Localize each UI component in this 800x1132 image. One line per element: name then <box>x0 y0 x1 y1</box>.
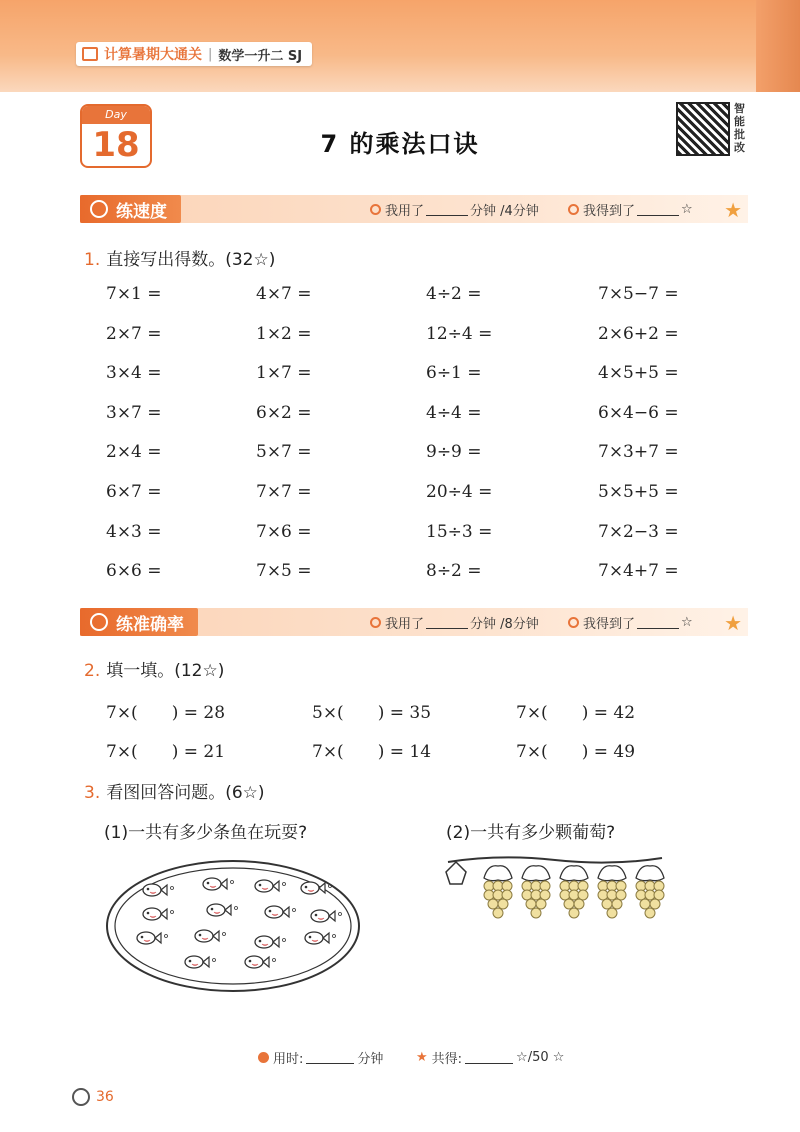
footer-time-label: 用时: <box>273 1052 304 1067</box>
grape-bunch <box>484 866 512 918</box>
section-name: 练准确率 <box>116 614 184 635</box>
arithmetic-item[interactable]: 4÷4 = <box>426 402 482 423</box>
time-prefix: 我用了 <box>385 617 425 632</box>
check-icon <box>568 204 579 215</box>
arithmetic-item[interactable]: 8÷2 = <box>426 561 482 582</box>
score-got <box>568 200 693 219</box>
star-icon: ★ <box>724 611 742 635</box>
time-suffix: 分钟 /8分钟 <box>470 617 539 632</box>
section-pill-accuracy <box>80 608 198 636</box>
header-tab <box>76 42 312 66</box>
question-3-title <box>84 778 265 803</box>
grape-vine <box>448 857 662 862</box>
arithmetic-item[interactable]: 6×6 = <box>106 561 162 582</box>
page-edge-strip <box>756 0 800 92</box>
star-icon: ★ <box>416 1050 428 1065</box>
clock-icon <box>370 617 381 628</box>
arithmetic-item[interactable]: 7×5 = <box>256 561 312 582</box>
grapes-illustration <box>440 852 670 932</box>
grape-bunch <box>560 866 588 918</box>
time-blank[interactable] <box>426 203 468 216</box>
sun-icon <box>72 1088 90 1106</box>
arithmetic-item[interactable]: 6×4−6 = <box>598 402 679 423</box>
arithmetic-item[interactable]: 5×5+5 = <box>598 482 679 502</box>
page-number <box>72 1088 114 1106</box>
footer-time-blank[interactable] <box>306 1051 354 1064</box>
fish-pond-illustration <box>104 858 362 994</box>
question-number: 3. <box>84 783 101 803</box>
arithmetic-item[interactable]: 15÷3 = <box>426 521 493 542</box>
grape-bunch <box>522 866 550 918</box>
time-suffix: 分钟 /4分钟 <box>470 204 539 219</box>
series-title: 计算暑期大通关 <box>104 47 202 63</box>
star-icon: ★ <box>724 198 742 222</box>
fill-item[interactable]: 7×( ) = 21 <box>106 742 226 762</box>
fill-item[interactable]: 7×( ) = 42 <box>516 703 636 723</box>
section-name: 练速度 <box>116 201 167 222</box>
fill-item[interactable]: 7×( ) = 49 <box>516 742 636 762</box>
fill-item[interactable]: 7×( ) = 14 <box>312 742 432 762</box>
score-suffix: ☆ <box>681 615 693 630</box>
arithmetic-item[interactable]: 7×2−3 = <box>598 521 679 542</box>
section-bar-speed <box>80 195 748 223</box>
arithmetic-item[interactable]: 9÷9 = <box>426 442 482 463</box>
arithmetic-item[interactable]: 4×7 = <box>256 284 312 304</box>
grape-bunches <box>484 866 664 918</box>
sub-question-grapes: (2)一共有多少颗葡萄? <box>446 823 616 843</box>
arithmetic-item[interactable]: 2×7 = <box>106 323 162 344</box>
arithmetic-item[interactable]: 4×5+5 = <box>598 363 679 384</box>
stopwatch-icon <box>90 200 108 218</box>
clock-icon <box>258 1052 269 1063</box>
question-1-title <box>84 245 275 270</box>
sub-question-fish: (1)一共有多少条鱼在玩耍? <box>104 823 308 843</box>
section-bar-accuracy <box>80 608 748 636</box>
section-pill-speed <box>80 195 181 223</box>
score-prefix: 我得到了 <box>583 617 636 632</box>
arithmetic-item[interactable]: 20÷4 = <box>426 482 493 502</box>
arithmetic-item[interactable]: 7×6 = <box>256 521 312 542</box>
score-prefix: 我得到了 <box>583 204 636 219</box>
footer-total-unit: ☆/50 ☆ <box>516 1050 565 1065</box>
question-2-title <box>84 656 224 681</box>
question-number: 2. <box>84 661 101 681</box>
target-icon <box>90 613 108 631</box>
arithmetic-item[interactable]: 7×3+7 = <box>598 442 679 463</box>
vine-leaf <box>446 862 466 884</box>
day-label: Day <box>82 106 150 124</box>
score-suffix: ☆ <box>681 202 693 217</box>
page-title: 7 的乘法口诀 <box>320 130 480 158</box>
score-got <box>568 613 693 632</box>
time-used <box>370 613 539 632</box>
qr-label: 智能批改 <box>734 102 745 154</box>
grape-bunch <box>636 866 664 918</box>
question-text: 直接写出得数。(32☆) <box>106 250 276 270</box>
arithmetic-item[interactable]: 2×6+2 = <box>598 323 679 344</box>
arithmetic-item[interactable]: 3×7 = <box>106 402 162 423</box>
arithmetic-item[interactable]: 1×7 = <box>256 363 312 384</box>
arithmetic-item[interactable]: 6×7 = <box>106 482 162 502</box>
footer-total-label: 共得: <box>431 1052 463 1067</box>
score-blank[interactable] <box>637 616 679 629</box>
footer-total-blank[interactable] <box>465 1051 513 1064</box>
time-blank[interactable] <box>426 616 468 629</box>
clock-icon <box>370 204 381 215</box>
arithmetic-item[interactable]: 6×2 = <box>256 402 312 423</box>
grape-bunch <box>598 866 626 918</box>
fill-item[interactable]: 5×( ) = 35 <box>312 703 432 723</box>
footer-time-unit: 分钟 <box>357 1052 384 1067</box>
book-icon <box>82 47 98 61</box>
arithmetic-item[interactable]: 12÷4 = <box>426 323 493 344</box>
arithmetic-item[interactable]: 7×4+7 = <box>598 561 679 582</box>
footer-time <box>258 1048 383 1067</box>
arithmetic-item[interactable]: 6÷1 = <box>426 363 482 384</box>
qr-code-icon[interactable] <box>676 102 730 156</box>
question-text: 填一填。(12☆) <box>106 661 225 681</box>
fill-item[interactable]: 7×( ) = 28 <box>106 703 226 723</box>
day-number: 18 <box>92 125 140 165</box>
arithmetic-item[interactable]: 4×3 = <box>106 521 162 542</box>
arithmetic-item[interactable]: 3×4 = <box>106 363 162 384</box>
time-used <box>370 200 539 219</box>
footer-total <box>416 1048 564 1067</box>
arithmetic-item[interactable]: 5×7 = <box>256 442 312 463</box>
header-separator: | <box>208 46 213 62</box>
check-icon <box>568 617 579 628</box>
arithmetic-item[interactable]: 4÷2 = <box>426 284 482 304</box>
time-prefix: 我用了 <box>385 204 425 219</box>
arithmetic-item[interactable]: 2×4 = <box>106 442 162 463</box>
arithmetic-item[interactable]: 7×7 = <box>256 482 312 502</box>
score-blank[interactable] <box>637 203 679 216</box>
arithmetic-item[interactable]: 1×2 = <box>256 323 312 344</box>
series-subtitle: 数学一升二 SJ <box>218 48 303 64</box>
question-text: 看图回答问题。(6☆) <box>106 783 265 803</box>
question-number: 1. <box>84 250 101 270</box>
arithmetic-item[interactable]: 7×1 = <box>106 284 162 304</box>
arithmetic-item[interactable]: 7×5−7 = <box>598 284 679 304</box>
page-number-text: 36 <box>96 1089 114 1105</box>
